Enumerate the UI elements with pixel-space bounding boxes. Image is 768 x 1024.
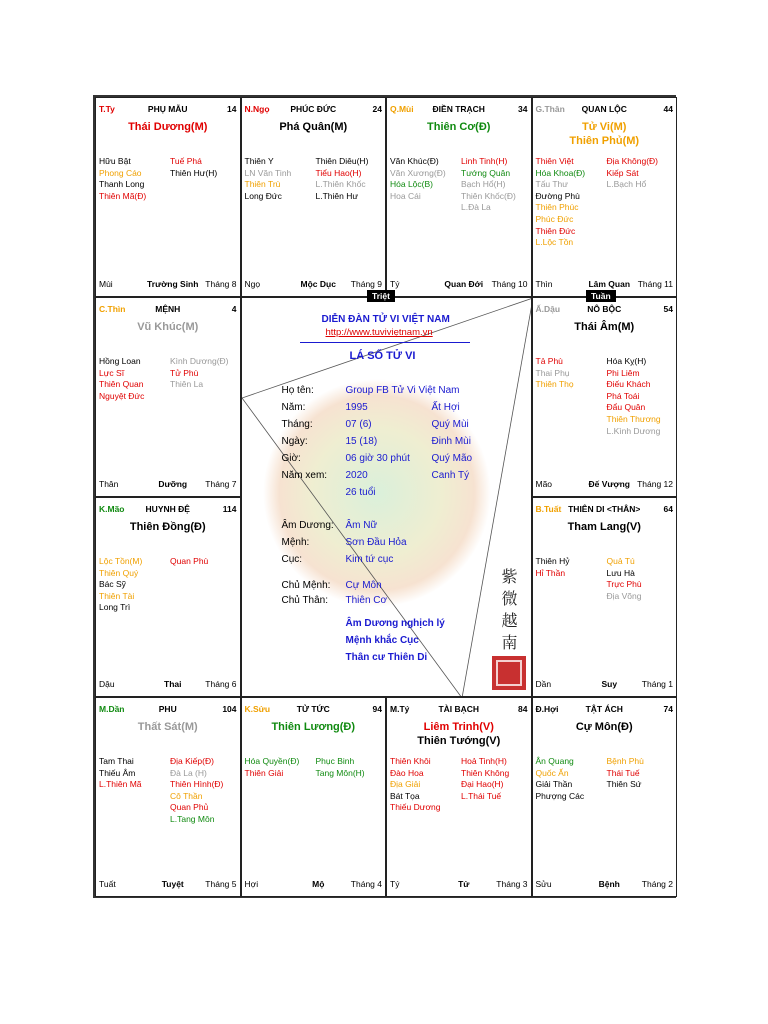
life-stage: Dưỡng: [158, 479, 188, 489]
palace-footer: [390, 279, 528, 291]
minor-star: Hóa Khoa(Đ): [535, 167, 586, 178]
palace-cell-ty: [95, 97, 241, 297]
minor-star: Địa Không(Đ): [606, 156, 658, 166]
palace-name: ĐIỀN TRẠCH: [432, 104, 485, 114]
palace-age: 44: [663, 104, 673, 114]
minor-star: Tuế Phá: [170, 156, 202, 166]
minor-star: L.Lộc Tồn: [535, 237, 574, 248]
life-stage: Bệnh: [598, 879, 620, 889]
main-star: Thiên Đồng(Đ): [129, 521, 206, 533]
palace-stem: K.Sửu: [244, 704, 271, 714]
chart-heading: LÁ SỐ TỬ VI: [349, 350, 416, 362]
palace-footer: [99, 679, 237, 691]
minor-star: Thiên Tài: [99, 590, 135, 601]
minor-star: Thai Phụ: [535, 367, 570, 378]
life-stage: Đế Vượng: [588, 479, 630, 489]
main-star: Vũ Khúc(M): [137, 321, 199, 333]
red-seal-stamp: [492, 656, 526, 690]
minor-star: Thiên Khốc(Đ): [461, 190, 516, 201]
palace-header: [245, 104, 383, 116]
minor-star: Hỉ Thần: [535, 567, 566, 578]
info-value: Kim tứ cục: [345, 554, 394, 565]
earthly-branch: Sửu: [535, 879, 552, 889]
minor-star: Thiên Việt: [535, 156, 574, 166]
calligraphy-char: 越: [501, 611, 518, 630]
chart-note: Thân cư Thiên Di: [345, 652, 428, 663]
info-value: Group FB Tử Vi Việt Nam: [345, 385, 460, 396]
palace-age: 54: [663, 304, 673, 314]
info-label: Năm:: [281, 402, 306, 413]
palace-stem: M.Dần: [99, 704, 125, 714]
minor-star: Đào Hoa: [390, 767, 424, 778]
chart-note: Mệnh khắc Cục: [345, 635, 419, 646]
palace-age: 74: [663, 704, 673, 714]
main-stars: [242, 120, 386, 134]
palace-age: 114: [222, 504, 237, 514]
minor-star: Thiên Diêu(H): [315, 156, 369, 166]
horoscope-chart: [93, 95, 676, 898]
palace-header: [99, 504, 237, 516]
right-stars: [170, 356, 229, 391]
palace-age: 84: [518, 704, 528, 714]
minor-star: Bác Sỹ: [99, 579, 126, 590]
minor-star: Trực Phù: [606, 579, 642, 590]
month-label: Tháng 7: [205, 479, 237, 489]
main-stars: [533, 520, 677, 534]
minor-star: Phi Liêm: [606, 367, 640, 378]
palace-name: HUYNH ĐỆ: [145, 504, 190, 514]
month-label: Tháng 6: [205, 679, 237, 689]
info-value-2: Quý Mão: [431, 453, 473, 464]
minor-star: Tả Phù: [535, 356, 563, 366]
right-stars: [461, 156, 516, 214]
earthly-branch: Ngọ: [244, 279, 261, 289]
main-star: Thái Dương(M): [128, 121, 208, 133]
left-stars: [536, 156, 586, 249]
minor-star: Hoa Cái: [390, 190, 421, 201]
palace-cell-mui: [386, 97, 532, 297]
info-label: Chủ Mệnh:: [281, 580, 331, 591]
info-value-2: Ất Hợi: [431, 402, 460, 413]
main-stars: [533, 120, 677, 148]
info-value: Âm Nữ: [345, 520, 378, 531]
minor-star: L.Bạch Hổ: [606, 179, 647, 190]
info-label: Tháng:: [281, 419, 313, 430]
minor-star: Quả Tú: [606, 556, 635, 566]
right-stars: [316, 756, 365, 779]
palace-cell-hoi: [532, 697, 678, 897]
palace-stem: B.Tuất: [535, 504, 562, 514]
main-stars: [96, 720, 240, 734]
palace-cell-dan: [95, 697, 241, 897]
left-stars: [245, 156, 292, 202]
earthly-branch: Mão: [535, 479, 553, 489]
month-label: Tháng 4: [350, 879, 382, 889]
main-star: Tham Lang(V): [567, 521, 641, 533]
palace-stem: N.Ngọ: [244, 104, 270, 114]
center-panel: [241, 297, 532, 697]
minor-star: Phượng Các: [535, 790, 585, 801]
palace-header: [536, 704, 674, 716]
left-stars: [99, 356, 144, 402]
main-star: Cự Môn(Đ): [575, 721, 633, 733]
life-stage: Mộ: [312, 879, 325, 889]
main-star: Thái Âm(M): [574, 321, 635, 333]
life-stage: Thai: [164, 679, 182, 689]
info-label: Năm xem:: [281, 470, 328, 481]
minor-star: Thiên Hư(H): [170, 167, 218, 178]
minor-star: Đại Hao(H): [461, 779, 504, 790]
calligraphy-char: 微: [501, 589, 518, 608]
minor-star: Phá Toái: [606, 390, 640, 401]
minor-star: L.Thiên Khốc: [315, 179, 366, 190]
minor-star: Thiên Khôi: [390, 756, 431, 766]
right-stars: [316, 156, 369, 202]
minor-star: Long Trì: [99, 602, 131, 613]
palace-age: 64: [663, 504, 673, 514]
earthly-branch: Dậu: [99, 679, 115, 689]
info-value: 15 (18): [345, 436, 378, 447]
info-value: Thiên Cơ: [345, 595, 388, 606]
calligraphy-text: [500, 566, 520, 654]
palace-footer: [390, 879, 528, 891]
palace-cell-dau: [532, 297, 678, 497]
info-value: 2020: [345, 470, 368, 481]
earthly-branch: Hợi: [244, 879, 259, 889]
palace-stem: T.Ty: [99, 104, 115, 114]
minor-star: Hóa Lộc(B): [390, 179, 433, 190]
minor-star: Thiên Không: [461, 767, 510, 778]
right-stars: [607, 756, 644, 791]
main-star: Thất Sát(M): [137, 721, 198, 733]
month-label: Tháng 12: [637, 479, 673, 489]
palace-cell-ty2: [386, 697, 532, 897]
main-star: Phá Quân(M): [279, 121, 348, 133]
main-star: Thiên Tướng(V): [417, 735, 501, 747]
info-value: 26 tuổi: [345, 487, 376, 498]
minor-star: Thiên Mã(Đ): [99, 190, 147, 201]
main-star: Thiên Cơ(Đ): [427, 121, 491, 133]
main-stars: [96, 320, 240, 334]
right-stars: [607, 556, 642, 602]
calligraphy-char: 紫: [501, 567, 518, 586]
earthly-branch: Thân: [99, 479, 119, 489]
palace-age: 14: [227, 104, 237, 114]
life-stage: Mộc Dục: [300, 279, 336, 289]
minor-star: Thiên La: [170, 379, 204, 390]
month-label: Tháng 8: [205, 279, 237, 289]
palace-footer: [536, 879, 674, 891]
info-label: Âm Dương:: [281, 520, 334, 531]
palace-cell-suu: [241, 697, 387, 897]
minor-star: Thiên Hình(Đ): [170, 779, 224, 790]
main-stars: [533, 320, 677, 334]
minor-star: Phục Binh: [315, 756, 355, 766]
month-label: Tháng 9: [350, 279, 382, 289]
palace-stem: Ấ.Dậu: [535, 304, 561, 314]
minor-star: Địa Giải: [390, 779, 421, 790]
palace-footer: [245, 879, 383, 891]
minor-star: Lộc Tồn(M): [99, 556, 143, 566]
month-label: Tháng 3: [496, 879, 528, 889]
minor-star: Thiên Sứ: [606, 779, 642, 790]
minor-star: Thiếu Âm: [99, 767, 136, 778]
info-value: 1995: [345, 402, 368, 413]
palace-name: PHU: [158, 704, 177, 714]
minor-star: Thiên Đức: [535, 225, 576, 236]
minor-star: LN Văn Tinh: [244, 167, 292, 178]
info-label: Mệnh:: [281, 537, 310, 548]
minor-star: Văn Xương(Đ): [390, 167, 446, 178]
chart-note: Âm Dương nghịch lý: [345, 618, 445, 629]
palace-header: [99, 704, 237, 716]
left-stars: [99, 556, 142, 614]
main-star: Thiên Phủ(M): [569, 135, 640, 147]
minor-star: Thiên Trù: [244, 179, 281, 190]
palace-stem: Q.Mùi: [390, 104, 414, 114]
minor-star: L.Đà La: [461, 202, 491, 213]
left-stars: [390, 156, 446, 202]
info-label: Ngày:: [281, 436, 308, 447]
minor-star: Hóa Quyền(Đ): [244, 756, 300, 766]
right-stars: [607, 156, 659, 191]
main-star: Liêm Trinh(V): [423, 721, 494, 733]
palace-cell-mao: [95, 497, 241, 697]
palace-header: [245, 704, 383, 716]
palace-age: 34: [518, 104, 528, 114]
minor-star: Lực Sĩ: [99, 367, 125, 378]
minor-star: Bệnh Phù: [606, 756, 644, 766]
palace-name: THIÊN DI <THÂN>: [568, 504, 641, 514]
life-stage: Quan Đới: [444, 279, 484, 289]
right-stars: [170, 556, 208, 568]
info-label: Cục:: [281, 554, 303, 565]
minor-star: L.Tang Môn: [170, 813, 215, 824]
palace-header: [390, 704, 528, 716]
minor-star: Thiên Giải: [244, 767, 284, 778]
palace-cell-thin: [95, 297, 241, 497]
info-value: 07 (6): [345, 419, 372, 430]
palace-header: [99, 304, 237, 316]
minor-star: Phong Cáo: [99, 167, 142, 178]
minor-star: L.Thái Tuế: [461, 790, 502, 801]
minor-star: Văn Khúc(Đ): [390, 156, 439, 166]
palace-header: [536, 104, 674, 116]
forum-title: DIỄN ĐÀN TỬ VI VIỆT NAM: [321, 314, 450, 325]
minor-star: Tử Phù: [170, 367, 199, 378]
info-label: Giờ:: [281, 453, 301, 464]
palace-footer: [99, 479, 237, 491]
left-stars: [390, 756, 440, 814]
palace-header: [536, 504, 674, 516]
life-stage: Trường Sinh: [147, 279, 199, 289]
minor-star: Thiên Phúc: [535, 202, 579, 213]
palace-name: MỆNH: [155, 304, 181, 314]
life-stage: Suy: [601, 679, 618, 689]
palace-header: [99, 104, 237, 116]
palace-footer: [536, 679, 674, 691]
minor-star: Hữu Bật: [99, 156, 131, 166]
info-label: Chủ Thân:: [281, 595, 329, 606]
palace-age: 104: [222, 704, 237, 714]
minor-star: Hóa Kỵ(H): [606, 356, 647, 366]
life-stage: Lâm Quan: [588, 279, 631, 289]
minor-star: Hồng Loan: [99, 356, 141, 366]
palace-name: NÔ BỘC: [587, 304, 622, 314]
main-stars: [96, 120, 240, 134]
minor-star: Nguyệt Đức: [99, 390, 145, 401]
minor-star: Tiểu Hao(H): [315, 167, 362, 178]
minor-star: Đẩu Quân: [606, 402, 646, 413]
minor-star: Bát Tọa: [390, 790, 420, 801]
palace-footer: [99, 879, 237, 891]
heading-divider: [300, 342, 470, 343]
palace-name: TỬ TỨC: [296, 704, 330, 714]
palace-footer: [536, 479, 674, 491]
minor-star: Quan Phù: [170, 556, 209, 566]
minor-star: Phúc Đức: [535, 213, 574, 224]
palace-age: 4: [231, 304, 237, 314]
main-stars: [242, 720, 386, 734]
minor-star: L.Thiên Hư: [315, 190, 359, 201]
main-star: Tử Vi(M): [582, 121, 627, 133]
palace-cell-ngo: [241, 97, 387, 297]
minor-star: Địa Võng: [606, 590, 642, 601]
calligraphy-char: 南: [501, 633, 518, 652]
info-value: Cự Môn: [345, 580, 382, 591]
main-stars: [387, 120, 531, 134]
palace-header: [390, 104, 528, 116]
main-star: Thiên Lương(Đ): [271, 721, 356, 733]
minor-star: Thiên Thọ: [535, 379, 574, 390]
right-stars: [607, 356, 661, 437]
palace-name: TẬT ÁCH: [585, 704, 623, 714]
earthly-branch: Tuất: [99, 879, 116, 889]
life-stage: Tuyệt: [161, 879, 184, 889]
palace-cell-than: [532, 97, 678, 297]
minor-star: Lưu Hà: [606, 567, 635, 578]
month-label: Tháng 1: [641, 679, 673, 689]
palace-stem: K.Mão: [99, 504, 125, 514]
minor-star: Tang Môn(H): [315, 767, 365, 778]
info-value-2: Canh Tý: [431, 470, 470, 481]
minor-star: Thái Tuế: [606, 767, 640, 778]
minor-star: Quốc Ấn: [535, 767, 569, 778]
earthly-branch: Tý: [390, 279, 400, 289]
minor-star: Tướng Quân: [461, 167, 511, 178]
left-stars: [245, 756, 300, 779]
left-stars: [99, 156, 146, 202]
minor-star: Thiên Quý: [99, 567, 139, 578]
main-stars: [533, 720, 677, 734]
minor-star: Giải Thần: [535, 779, 573, 790]
minor-star: L.Kình Dương: [606, 425, 661, 436]
triet-tag: Triệt: [367, 290, 395, 302]
minor-star: Bạch Hổ(H): [461, 179, 506, 190]
month-label: Tháng 5: [205, 879, 237, 889]
minor-star: Thiên Y: [244, 156, 274, 166]
main-stars: [96, 520, 240, 534]
palace-footer: [99, 279, 237, 291]
palace-stem: M.Tý: [390, 704, 410, 714]
palace-stem: Đ.Hợi: [535, 704, 559, 714]
info-label: Họ tên:: [281, 385, 314, 396]
minor-star: Cô Thần: [170, 790, 203, 801]
right-stars: [461, 756, 509, 802]
info-value-2: Đinh Mùi: [431, 436, 471, 447]
earthly-branch: Mùi: [99, 279, 113, 289]
left-stars: [536, 756, 585, 802]
minor-star: Ân Quang: [535, 756, 574, 766]
minor-star: Điếu Khách: [606, 379, 651, 390]
palace-name: PHÚC ĐỨC: [290, 104, 337, 114]
palace-cell-tuat: [532, 497, 678, 697]
minor-star: Tam Thai: [99, 756, 134, 766]
info-value: Sơn Đầu Hỏa: [345, 537, 407, 548]
right-stars: [170, 156, 217, 179]
tuan-tag: Tuần: [586, 290, 616, 302]
palace-footer: [245, 279, 383, 291]
palace-header: [536, 304, 674, 316]
minor-star: Linh Tinh(H): [461, 156, 508, 166]
minor-star: Thiên Thương: [606, 413, 661, 424]
month-label: Tháng 10: [491, 279, 528, 289]
earthly-branch: Tý: [390, 879, 400, 889]
life-stage: Tử: [458, 879, 470, 889]
left-stars: [99, 756, 142, 791]
minor-star: Kình Dương(Đ): [170, 356, 229, 366]
month-label: Tháng 2: [641, 879, 673, 889]
forum-url[interactable]: http://www.tuviviẹtnam.vn: [325, 327, 433, 338]
left-stars: [536, 356, 574, 391]
minor-star: Đường Phù: [535, 190, 580, 201]
minor-star: Kiếp Sát: [606, 167, 639, 178]
month-label: Tháng 11: [637, 279, 673, 289]
minor-star: Thiên Quan: [99, 379, 144, 390]
palace-age: 94: [372, 704, 382, 714]
palace-age: 24: [372, 104, 382, 114]
palace-stem: G.Thân: [535, 104, 565, 114]
minor-star: L.Thiên Mã: [99, 779, 142, 790]
minor-star: Địa Kiếp(Đ): [170, 756, 214, 766]
info-value-2: Quý Mùi: [431, 419, 469, 430]
minor-star: Thanh Long: [99, 179, 145, 190]
info-value: 06 giờ 30 phút: [345, 453, 410, 464]
palace-name: QUAN LỘC: [581, 104, 627, 114]
palace-stem: C.Thìn: [99, 304, 126, 314]
minor-star: Hoả Tinh(H): [461, 756, 507, 766]
palace-name: TÀI BẠCH: [438, 704, 480, 714]
right-stars: [170, 756, 223, 826]
earthly-branch: Thìn: [535, 279, 553, 289]
palace-name: PHỤ MẪU: [147, 104, 188, 114]
minor-star: Đà La (H): [170, 767, 207, 778]
minor-star: Tấu Thư: [535, 179, 568, 190]
minor-star: Long Đức: [244, 190, 282, 201]
minor-star: Thiếu Dương: [390, 802, 441, 813]
earthly-branch: Dần: [535, 679, 552, 689]
left-stars: [536, 556, 570, 579]
minor-star: Quan Phủ: [170, 802, 209, 813]
main-stars: [387, 720, 531, 748]
minor-star: Thiên Hỷ: [535, 556, 570, 566]
